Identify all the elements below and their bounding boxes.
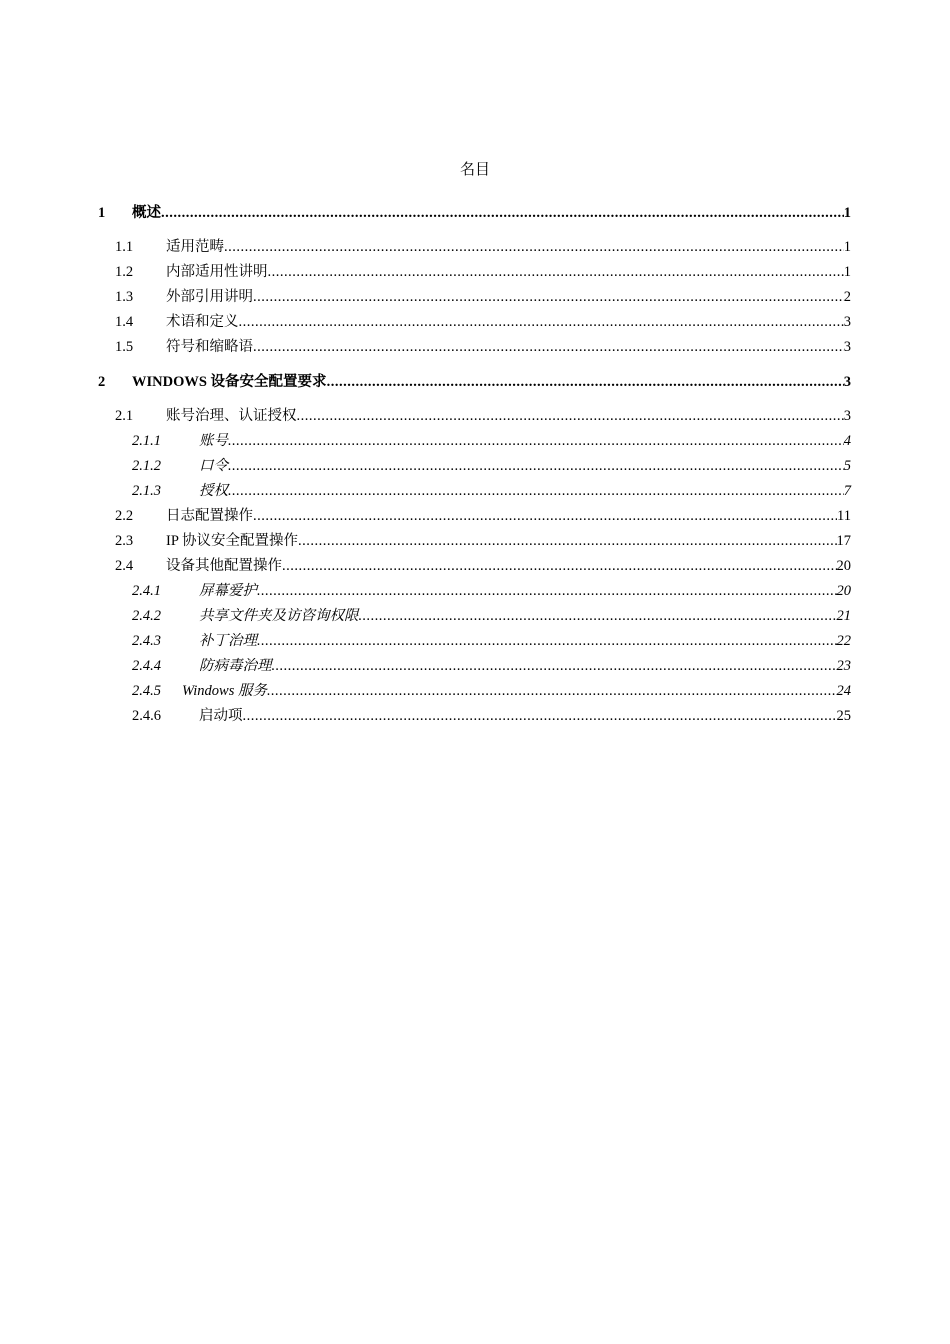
- toc-entry-1-1[interactable]: [0, 237, 950, 262]
- toc-entry-1[interactable]: [0, 203, 950, 223]
- toc-entry-page: 23: [836, 658, 851, 674]
- toc-entry-number: 1: [98, 205, 106, 221]
- toc-entry-2-2[interactable]: [0, 506, 950, 531]
- toc-entry-title: 口令: [199, 458, 228, 474]
- toc-entry-number: 1.5: [115, 339, 134, 355]
- toc-entry-2-4[interactable]: [0, 556, 950, 581]
- toc-entry-2[interactable]: [0, 372, 950, 392]
- toc-entry-page: 1: [843, 264, 851, 280]
- toc-entry-title: 补丁治理: [199, 633, 257, 649]
- toc-entry-page: 20: [836, 558, 851, 574]
- toc-entry-2-4-3[interactable]: [0, 631, 950, 656]
- toc-entry-2-4-2[interactable]: [0, 606, 950, 631]
- toc-entry-number: 2: [98, 374, 106, 390]
- toc-entry-2-1[interactable]: [0, 406, 950, 431]
- toc-entry-2-4-6[interactable]: [0, 706, 950, 731]
- toc-entry-title: 防病毒治理: [199, 658, 272, 674]
- toc-entry-1-4[interactable]: [0, 312, 950, 337]
- toc-entry-title: WINDOWS 设备安全配置要求: [132, 374, 327, 390]
- toc-entry-page: 1: [843, 239, 851, 255]
- toc-entry-page: 3: [843, 408, 851, 424]
- toc-entry-number: 2.1.3: [132, 483, 161, 499]
- toc-entry-title: IP 协议安全配置操作: [166, 533, 298, 549]
- toc-entry-page: 1: [843, 205, 851, 221]
- toc-entry-number: 1.2: [115, 264, 134, 280]
- toc-entry-title: 适用范畴: [166, 239, 224, 255]
- toc-entry-page: 4: [843, 433, 851, 449]
- toc-entry-2-1-3[interactable]: [0, 481, 950, 506]
- toc-entry-number: 2.4.1: [132, 583, 161, 599]
- toc-entry-2-3[interactable]: [0, 531, 950, 556]
- toc-entry-page: 3: [843, 339, 851, 355]
- toc-entry-2-4-1[interactable]: [0, 581, 950, 606]
- toc-entry-page: 20: [836, 583, 851, 599]
- toc-entry-number: 2.4.4: [132, 658, 161, 674]
- toc-title: 名目: [459, 162, 490, 178]
- toc-entry-number: 2.1.2: [132, 458, 161, 474]
- toc-entry-page: 22: [836, 633, 851, 649]
- toc-entry-title: 设备其他配置操作: [166, 558, 282, 574]
- toc-entry-title: 共享文件夹及访咨询权限: [199, 608, 359, 624]
- toc-entry-number: 2.4.6: [132, 708, 161, 724]
- toc-entry-page: 17: [836, 533, 851, 549]
- toc-entry-title: 概述: [132, 205, 161, 221]
- toc-entry-2-4-4[interactable]: [0, 656, 950, 681]
- toc-entry-page: 2: [843, 289, 851, 305]
- toc-entry-title: 账号: [199, 433, 228, 449]
- toc-entry-page: 24: [836, 683, 851, 699]
- toc-entry-title: 授权: [199, 483, 228, 499]
- toc-entry-title: 启动项: [199, 708, 243, 724]
- toc-entry-title: 符号和缩略语: [166, 339, 253, 355]
- toc-entry-title: 外部引用讲明: [166, 289, 253, 305]
- toc-entry-number: 2.4: [115, 558, 134, 574]
- toc-entry-number: 2.4.2: [132, 608, 161, 624]
- toc-entry-number: 2.1.1: [132, 433, 161, 449]
- toc-entry-title: 日志配置操作: [166, 508, 253, 524]
- toc-entry-page: 3: [843, 314, 851, 330]
- toc-entry-page: 25: [836, 708, 851, 724]
- toc-entry-title: 术语和定义: [166, 314, 239, 330]
- toc-entry-page: 21: [836, 608, 851, 624]
- toc-entry-title: 内部适用性讲明: [166, 264, 268, 280]
- toc-entry-1-2[interactable]: [0, 262, 950, 287]
- table-of-contents: [0, 203, 950, 731]
- toc-entry-number: 1.4: [115, 314, 134, 330]
- toc-entry-title: 账号治理、认证授权: [166, 408, 297, 424]
- toc-entry-number: 1.1: [115, 239, 134, 255]
- toc-entry-title: Windows 服务: [182, 683, 267, 699]
- toc-entry-number: 2.4.3: [132, 633, 161, 649]
- toc-entry-number: 1.3: [115, 289, 134, 305]
- toc-entry-title: 屏幕爱护: [199, 583, 257, 599]
- toc-entry-1-5[interactable]: [0, 337, 950, 362]
- toc-entry-number: 2.1: [115, 408, 134, 424]
- toc-entry-page: 7: [843, 483, 851, 499]
- toc-entry-page: 11: [837, 508, 851, 524]
- toc-entry-2-1-2[interactable]: [0, 456, 950, 481]
- toc-entry-2-4-5[interactable]: [0, 681, 950, 706]
- toc-entry-page: 5: [843, 458, 851, 474]
- toc-entry-page: 3: [843, 374, 851, 390]
- toc-entry-2-1-1[interactable]: [0, 431, 950, 456]
- toc-entry-number: 2.3: [115, 533, 134, 549]
- toc-entry-number: 2.2: [115, 508, 134, 524]
- toc-entry-number: 2.4.5: [132, 683, 161, 699]
- toc-entry-1-3[interactable]: [0, 287, 950, 312]
